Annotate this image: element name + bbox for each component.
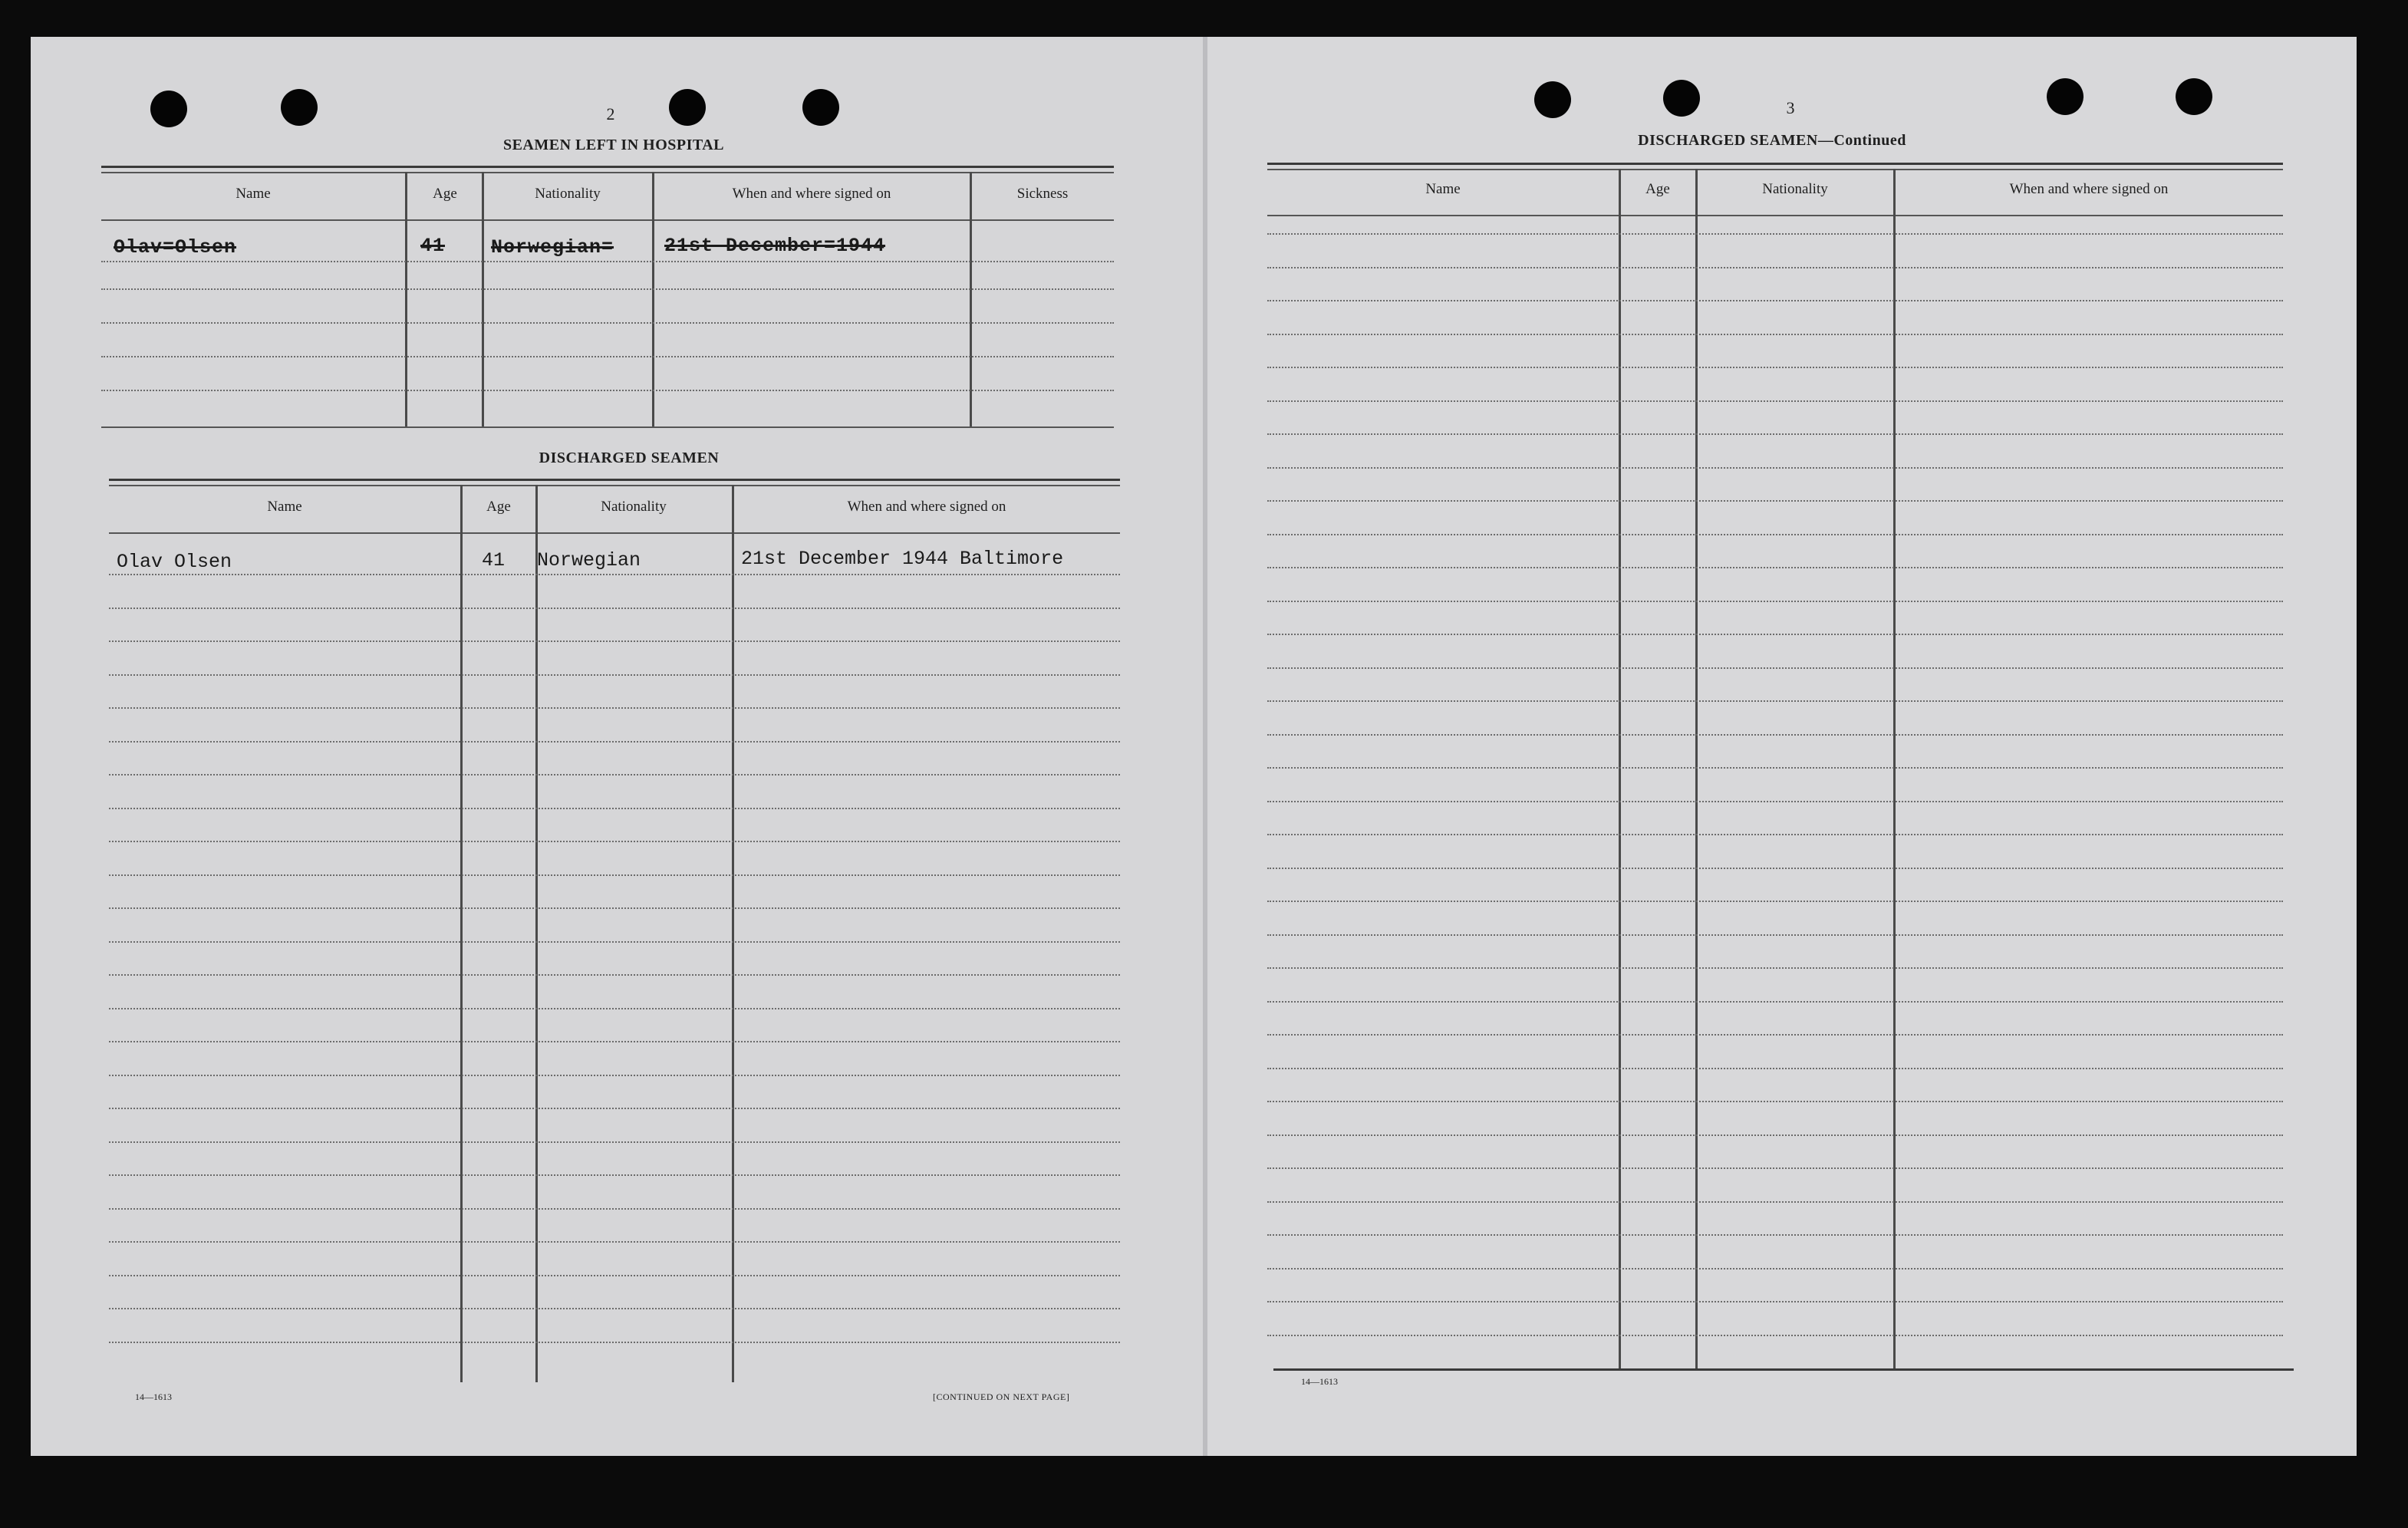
row-line xyxy=(109,1308,1120,1309)
row-line xyxy=(101,288,1114,290)
cell-nationality: Norwegian xyxy=(537,549,641,571)
table-top-rule xyxy=(1267,163,2283,165)
row-line xyxy=(1267,1268,2283,1269)
column-header-signed-on: When and where signed on xyxy=(2009,181,2169,197)
punch-hole xyxy=(802,89,839,126)
table-top-rule xyxy=(101,172,1114,173)
row-line xyxy=(1267,567,2283,568)
header-bottom-rule xyxy=(101,219,1114,221)
cell-name: Olav Olsen xyxy=(117,551,232,573)
column-divider xyxy=(1695,169,1698,1370)
row-line xyxy=(109,1174,1120,1176)
punch-hole xyxy=(281,89,318,126)
row-line xyxy=(109,608,1120,609)
page-number: 3 xyxy=(1786,98,1795,117)
row-line xyxy=(1267,634,2283,635)
page-fold xyxy=(1203,37,1207,1456)
row-line xyxy=(109,1208,1120,1210)
table-top-rule xyxy=(101,166,1114,168)
column-header-nationality: Nationality xyxy=(535,186,601,202)
cell-signed-on: 21st December 1944 Baltimore xyxy=(741,548,1064,570)
header-bottom-rule xyxy=(109,532,1120,534)
row-line xyxy=(1267,1167,2283,1169)
column-header-name: Name xyxy=(236,186,271,202)
table-top-rule xyxy=(1267,169,2283,170)
row-line xyxy=(109,641,1120,642)
row-line xyxy=(1267,1001,2283,1003)
section-title-hospital: SEAMEN LEFT IN HOSPITAL xyxy=(502,137,725,153)
row-line xyxy=(1267,367,2283,368)
section-title-discharged: DISCHARGED SEAMEN xyxy=(539,450,720,466)
row-line xyxy=(101,322,1114,324)
row-line xyxy=(109,1342,1120,1343)
table-top-rule xyxy=(109,485,1120,486)
row-line xyxy=(1267,934,2283,936)
column-header-age: Age xyxy=(486,499,511,515)
row-line xyxy=(109,707,1120,709)
row-line xyxy=(1267,334,2283,335)
cell-age: 41 xyxy=(420,235,446,257)
row-line xyxy=(1267,1101,2283,1102)
title-text: DISCHARGED SEAMEN xyxy=(1638,132,1818,149)
row-line xyxy=(1267,1201,2283,1203)
row-line xyxy=(1267,300,2283,301)
punch-hole xyxy=(2047,78,2084,115)
row-line xyxy=(1267,534,2283,535)
column-header-sickness: Sickness xyxy=(1016,186,1069,202)
table-top-rule xyxy=(109,479,1120,481)
column-divider xyxy=(1893,169,1896,1370)
punch-hole xyxy=(1663,80,1700,117)
column-header-signed-on: When and where signed on xyxy=(847,499,1006,515)
row-line xyxy=(1267,834,2283,835)
row-line xyxy=(1267,868,2283,869)
punch-hole xyxy=(669,89,706,126)
row-line xyxy=(109,874,1120,876)
column-divider xyxy=(535,485,538,1382)
row-line xyxy=(1267,1301,2283,1302)
row-line xyxy=(101,356,1114,357)
row-line xyxy=(1267,767,2283,769)
row-line xyxy=(101,261,1114,262)
row-line xyxy=(109,941,1120,943)
punch-hole xyxy=(1534,81,1571,118)
row-line xyxy=(109,1141,1120,1143)
row-line xyxy=(1267,500,2283,502)
column-divider xyxy=(732,485,734,1382)
row-line xyxy=(1267,967,2283,969)
row-line xyxy=(1267,1134,2283,1136)
right-page xyxy=(1206,37,2357,1456)
row-line xyxy=(109,1275,1120,1276)
row-line xyxy=(109,574,1120,575)
table-bottom-rule xyxy=(1273,1368,2294,1371)
page-number: 2 xyxy=(606,104,615,123)
row-line xyxy=(1267,734,2283,736)
row-line xyxy=(1267,901,2283,902)
header-bottom-rule xyxy=(1267,215,2283,216)
cell-name: Olav=Olsen xyxy=(114,236,237,259)
column-header-nationality: Nationality xyxy=(1762,181,1828,197)
cell-age: 41 xyxy=(482,549,506,571)
cell-signed-on: 21st December=1944 xyxy=(664,235,886,257)
column-header-signed-on: When and where signed on xyxy=(732,186,891,202)
row-line xyxy=(109,774,1120,776)
row-line xyxy=(1267,1234,2283,1236)
row-line xyxy=(1267,667,2283,669)
row-line xyxy=(109,907,1120,909)
row-line xyxy=(109,974,1120,976)
row-line xyxy=(109,1008,1120,1009)
row-line xyxy=(1267,267,2283,268)
punch-hole xyxy=(2176,78,2212,115)
row-line xyxy=(101,390,1114,391)
row-line xyxy=(1267,400,2283,402)
row-line xyxy=(1267,801,2283,802)
row-line xyxy=(1267,1335,2283,1336)
row-line xyxy=(1267,233,2283,235)
form-number: 14—1613 xyxy=(135,1391,172,1402)
row-line xyxy=(109,1108,1120,1109)
column-header-name: Name xyxy=(267,499,302,515)
column-header-nationality: Nationality xyxy=(601,499,667,515)
row-line xyxy=(1267,467,2283,469)
column-header-name: Name xyxy=(1425,181,1461,197)
row-line xyxy=(109,1075,1120,1076)
row-line xyxy=(109,741,1120,743)
row-line xyxy=(1267,433,2283,435)
title-suffix: —Continued xyxy=(1817,132,1906,149)
section-title-discharged-continued xyxy=(1542,132,2002,150)
row-line xyxy=(1267,700,2283,702)
row-line xyxy=(109,808,1120,809)
continued-note: [CONTINUED ON NEXT PAGE] xyxy=(933,1391,1070,1402)
row-line xyxy=(109,841,1120,842)
row-line xyxy=(1267,601,2283,602)
row-line xyxy=(1267,1068,2283,1069)
column-header-age: Age xyxy=(1645,181,1670,197)
table-bottom-rule xyxy=(101,426,1114,428)
row-line xyxy=(109,1041,1120,1042)
column-header-age: Age xyxy=(433,186,457,202)
row-line xyxy=(109,1241,1120,1243)
punch-hole xyxy=(150,91,187,127)
row-line xyxy=(1267,1034,2283,1036)
column-divider xyxy=(460,485,463,1382)
form-number: 14—1613 xyxy=(1301,1376,1338,1387)
column-divider xyxy=(1619,169,1621,1370)
cell-nationality: Norwegian= xyxy=(491,236,614,259)
row-line xyxy=(109,674,1120,676)
